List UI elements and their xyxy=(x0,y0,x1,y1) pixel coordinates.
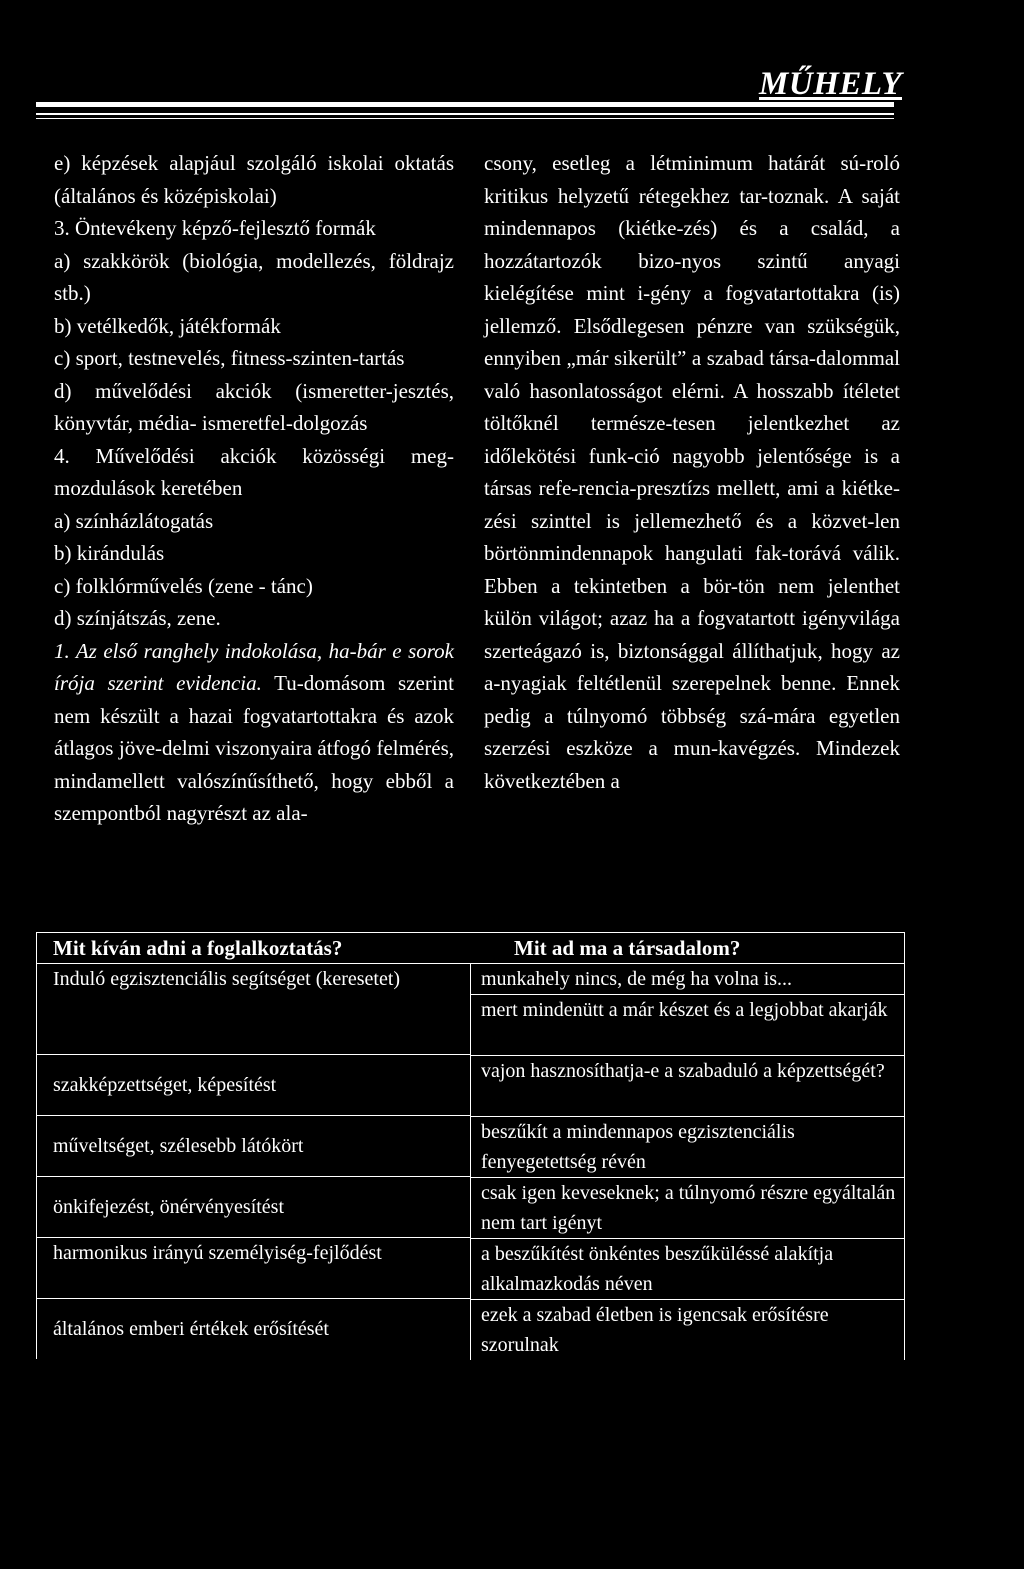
table-left-header: Mit kíván adni a foglalkoztatás? xyxy=(37,933,471,964)
table-right-cell: munkahely nincs, de még ha volna is... xyxy=(470,964,904,995)
list-item: e) képzések alapjául szolgáló iskolai oktatás (általános és középiskolai) xyxy=(54,151,454,208)
table-left-column xyxy=(36,932,471,1359)
list-item: c) sport, testnevelés, fitness-szinten-tartás xyxy=(54,346,405,370)
list-item: c) folklórművelés (zene - tánc) xyxy=(54,573,313,598)
table-left-cell: általános emberi értékek erősítését xyxy=(53,1318,329,1340)
footnote-body: Tu-domásom szerint nem készült a hazai fogvatartottakra és azok átlagos jöve-delmi viszonyaira átfogó felmérés, mindamellett valószínűsíthető, hogy ebből a szempontból nagyrészt az ala- xyxy=(54,671,454,825)
list-item: a) színházlátogatás xyxy=(54,508,214,533)
table-right-column xyxy=(470,932,905,1360)
table-right-cell: mert mindenütt a már készet és a legjobbat akarják xyxy=(470,995,904,1056)
left-column xyxy=(36,147,454,830)
list-item: d) színjátszás, zene. xyxy=(54,606,221,630)
body-paragraph: csony, esetleg a létminimum határát sú-roló kritikus helyzetű rétegekhez tar-toznak. A saját mindennapos (kiétke-zés) és a család, a hozzátartozók bizo-nyos szintű anyagi kielégítése mint i-gény a fogvatartottakra (is) jellemző. Elsődlegesen pénzre van szükségük, ennyiben „már sikerült” a szabad társa-dalommal való hasonlatosságot elérni. A hosszabb ítéletet töltőknél természe-tesen jelentkezhet az időlekötési funk-ció nagyobb jelentősége is a társas refe-rencia-presztízs mellett, ami a kiétke-zési szinttel is jellemezhető és a közvet-len börtönmindennapok hangulati fak-torává válik. Ebben a tekintetben a bör-tön nem jelenthet külön világot; azaz ha a fogvatartott igényvilága szerteágazó is, biztonsággal állíthatjuk, hogy az a-nyagiak feltétlenül szerepelnek benne. Ennek pedig a túlnyomó többség szá-mára egyetlen szerzési eszköze a mun-kavégzés. Mindezek következtében a xyxy=(484,151,900,793)
list-item: 3. Öntevékeny képző-fejlesztő formák xyxy=(54,216,376,240)
table-left-cell: harmonikus irányú személyiség-fejlődést xyxy=(37,1238,471,1299)
header-rule-thin xyxy=(36,113,894,115)
table-left-cell: szakképzettséget, képesítést xyxy=(37,1055,471,1116)
footnote-marker-text: 1. Az első ranghely indokolása, ha-bár e sorok írója szerint evidencia. xyxy=(54,638,454,695)
right-column xyxy=(484,147,900,797)
table-left-cell: Induló egzisztenciális segítséget (keresetet) xyxy=(37,964,471,1055)
footnote xyxy=(36,635,454,830)
table-left-cell: önkifejezést, önérvényesítést xyxy=(37,1177,471,1238)
list-item: d) művelődési akciók (ismeretter-jesztés, könyvtár, média- ismeretfel-dolgozás xyxy=(54,378,454,435)
table-right-header: Mit ad ma a társadalom? xyxy=(470,933,904,964)
list-item: a) szakkörök (biológia, modellezés, földrajz stb.) xyxy=(54,248,454,305)
table-right-cell: csak igen keveseknek; a túlnyomó részre egyáltalán nem tart igényt xyxy=(470,1178,904,1239)
section-title: MŰHELY xyxy=(759,66,902,102)
table-left-cell: műveltséget, szélesebb látókört xyxy=(37,1116,471,1177)
table-right-cell: beszűkít a mindennapos egzisztenciális fenyegetettség révén xyxy=(470,1117,904,1178)
list-item: b) kirándulás xyxy=(54,541,165,565)
table-right-cell: ezek a szabad életben is igencsak erősítésre szorulnak xyxy=(470,1300,904,1360)
table-right-cell: vajon hasznosíthatja-e a szabaduló a képzettségét? xyxy=(470,1056,904,1117)
table-right-cell: a beszűkítést önkéntes beszűküléssé alakítja alkalmazkodás néven xyxy=(470,1239,904,1300)
list-item: 4. Művelődési akciók közösségi meg-mozdulások keretében xyxy=(54,443,454,500)
list-item: b) vetélkedők, játékformák xyxy=(54,313,281,338)
header-rule-thick xyxy=(36,102,894,107)
header-rule-thin-2 xyxy=(36,118,894,119)
